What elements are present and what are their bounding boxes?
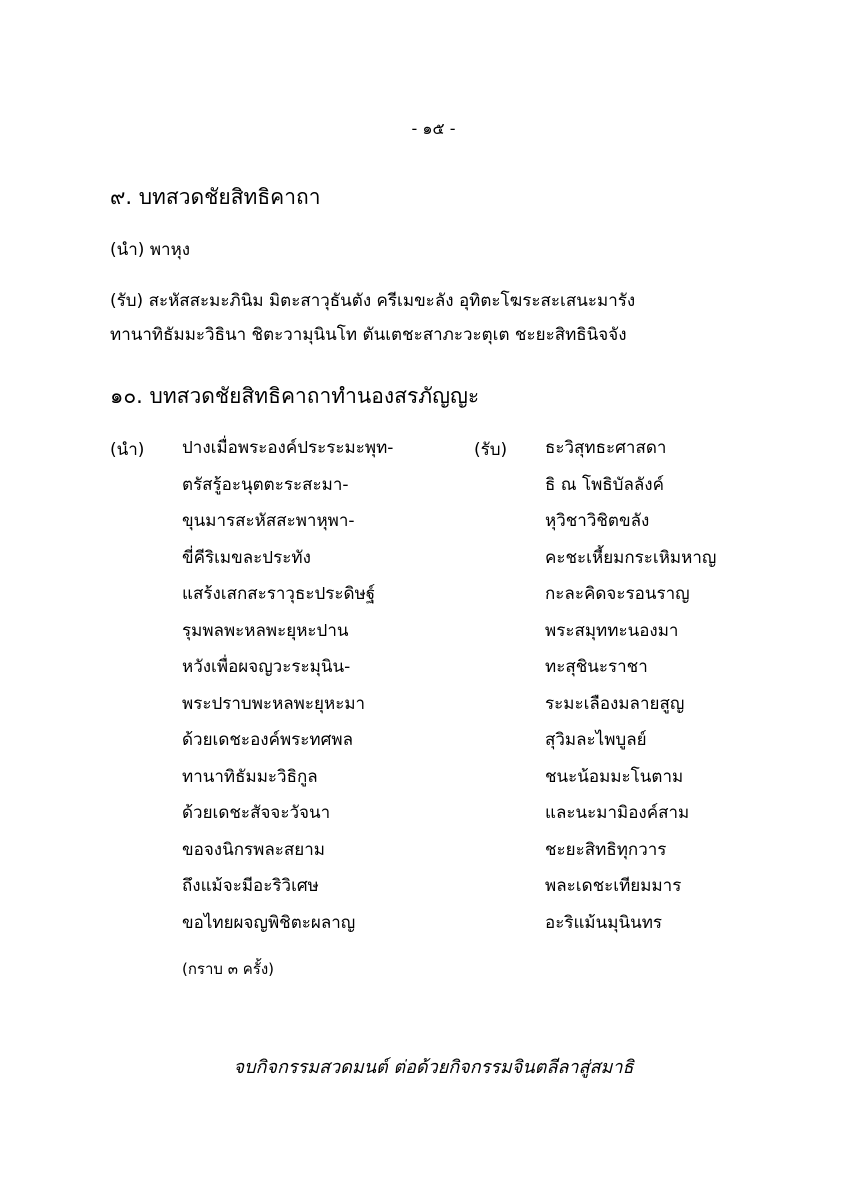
page-number: - ๑๕ - xyxy=(411,119,456,138)
verse-response-line: ทะสุชินะราชา xyxy=(545,657,648,677)
verse-response-line: อะริแม้นมุนินทร xyxy=(545,912,663,933)
lead-label: (นำ) xyxy=(110,440,145,460)
closing-line: จบกิจกรรมสวดมนต์ ต่อด้วยกิจกรรมจินตลีลาสู่สมาธิ xyxy=(233,1057,634,1078)
section-9-response-line-1: (รับ) สะหัสสะมะภินิม มิตะสาวุธันตัง ครีเมขะลัง อุทิตะโฆระสะเสนะมารัง xyxy=(110,291,636,311)
verse-response-column xyxy=(545,436,716,947)
verse-lead-line: ตรัสรู้อะนุตตะระสะมา- xyxy=(182,474,349,495)
verse-response-line: ธิ ณ โพธิบัลลังค์ xyxy=(545,474,664,495)
verse-response-line: ชะยะสิทธิทุกวาร xyxy=(545,839,667,860)
verse-response-line: กะละคิดจะรอนราญ xyxy=(545,584,690,604)
response-label: (รับ) xyxy=(474,440,508,460)
verse-response-line: ระมะเลืองมลายสูญ xyxy=(545,693,685,714)
verse-response-line: หุวิชาวิชิตขลัง xyxy=(545,511,650,531)
verse-response-line: สุวิมละไพบูลย์ xyxy=(545,730,647,750)
verse-response-line: คะชะเหี้ยมกระเหิมหาญ xyxy=(545,547,717,568)
verse-lead-line: ขี่คีริเมขละประทัง xyxy=(182,547,311,568)
section-9-lead-line: (นำ) พาหุง xyxy=(110,240,191,260)
verse-response-line: พระสมุททะนองมา xyxy=(545,620,679,641)
verse-response-line: ชนะน้อมมะโนตาม xyxy=(545,766,684,787)
verse-lead-line: แสร้งเสกสะราวุธะประดิษฐ์ xyxy=(182,584,376,604)
verse-response-line: ธะวิสุทธะศาสดา xyxy=(545,438,667,458)
verse-lead-line: พระปราบพะหลพะยุหะมา xyxy=(182,693,366,714)
verse-lead-line: ขอจงนิกรพละสยาม xyxy=(182,839,325,860)
section-9-heading: ๙. บทสวดชัยสิทธิคาถา xyxy=(110,185,321,209)
section-9-response-line-2: ทานาทิธัมมะวิธินา ชิตะวามุนินโท ตันเตชะสาภะวะตุเต ชะยะสิทธินิจจัง xyxy=(110,325,627,345)
verse-lead-line: ขุนมารสะหัสสะพาหุพา- xyxy=(182,511,355,531)
verse-lead-line: ทานาทิธัมมะวิธิกูล xyxy=(182,766,318,787)
verse-response-line: พละเดชะเทียมมาร xyxy=(545,876,682,896)
verse-lead-line: ด้วยเดชะองค์พระทศพล xyxy=(182,730,354,750)
verse-lead-line: ด้วยเดชะสัจจะวัจนา xyxy=(182,803,331,823)
verse-lead-line: ขอไทยผจญพิชิตะผลาญ xyxy=(182,912,356,933)
verse-lead-line: รุมพลพะหลพะยุหะปาน xyxy=(182,620,349,641)
prostrate-instruction: (กราบ ๓ ครั้ง) xyxy=(182,960,274,978)
verse-lead-line: ปางเมื่อพระองค์ประระมะพุท- xyxy=(182,438,394,458)
verse-lead-column xyxy=(182,436,393,947)
verse-lead-line: หวังเพื่อผจญวะระมุนิน- xyxy=(182,657,351,677)
verse-lead-line: ถึงแม้จะมีอะริวิเศษ xyxy=(182,876,319,896)
verse-response-line: และนะมามิองค์สาม xyxy=(545,803,690,823)
section-10-heading: ๑๐. บทสวดชัยสิทธิคาถาทำนองสรภัญญะ xyxy=(110,384,480,408)
